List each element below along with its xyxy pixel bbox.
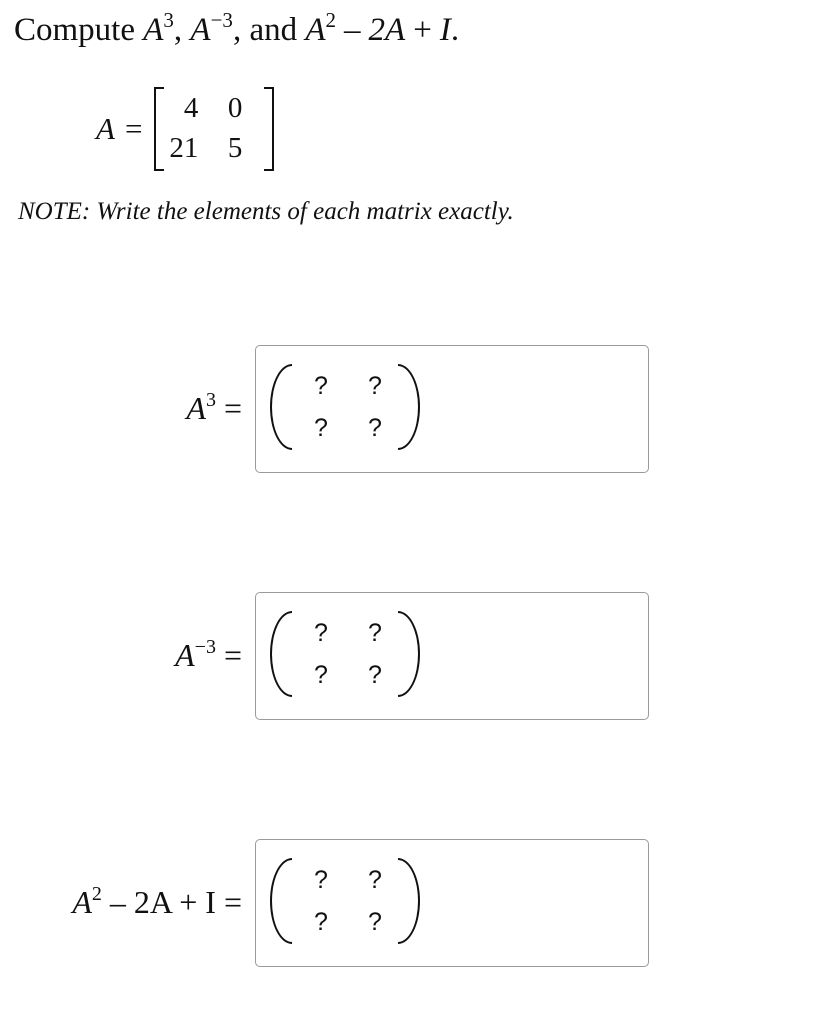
period: . xyxy=(450,12,460,48)
exponent-neg3: −3 xyxy=(210,8,233,32)
answer-input-a-cubed[interactable] xyxy=(255,345,649,473)
left-paren xyxy=(270,858,292,944)
right-paren xyxy=(398,364,420,450)
identity-symbol: I xyxy=(439,12,451,48)
matrix-cell-r2c2: 5 xyxy=(227,132,243,164)
matrix-entry-r1c2[interactable]: ? xyxy=(368,619,382,647)
equals-sign: = xyxy=(124,111,143,146)
matrix-entry-r2c1[interactable]: ? xyxy=(314,414,328,442)
answer-matrix xyxy=(270,856,420,952)
matrix-entry-r1c1[interactable]: ? xyxy=(314,372,328,400)
plus-sign: + xyxy=(413,12,432,48)
right-paren xyxy=(398,611,420,697)
answer-matrix xyxy=(270,362,420,458)
label-rest: – 2A + I xyxy=(101,884,216,920)
answer-label-polynomial xyxy=(72,884,242,921)
matrix-cell-r1c1: 4 xyxy=(183,92,199,124)
answer-input-polynomial[interactable] xyxy=(255,839,649,967)
left-paren xyxy=(270,611,292,697)
given-matrix-name: A xyxy=(96,111,115,146)
matrix-entry-r1c2[interactable]: ? xyxy=(368,372,382,400)
matrix-cell-r1c2: 0 xyxy=(227,92,243,124)
label-base: A xyxy=(186,390,206,426)
answer-label-a-cubed xyxy=(186,390,242,427)
matrix-entry-r2c1[interactable]: ? xyxy=(314,908,328,936)
exponent-3: 3 xyxy=(163,8,174,32)
matrix-entry-r2c2[interactable]: ? xyxy=(368,908,382,936)
minus-sign: – xyxy=(344,12,361,48)
answer-matrix xyxy=(270,609,420,705)
separator: , xyxy=(173,12,183,48)
separator: , and xyxy=(232,12,298,48)
matrix-entry-r2c2[interactable]: ? xyxy=(368,661,382,689)
matrix-entry-r1c1[interactable]: ? xyxy=(314,619,328,647)
matrix-entry-r2c2[interactable]: ? xyxy=(368,414,382,442)
matrix-symbol-a: A xyxy=(305,12,326,48)
matrix-entry-r1c2[interactable]: ? xyxy=(368,866,382,894)
right-bracket xyxy=(264,87,274,171)
matrix-entry-r1c1[interactable]: ? xyxy=(314,866,328,894)
label-exponent: −3 xyxy=(194,636,216,658)
label-exponent: 3 xyxy=(205,389,216,411)
left-paren xyxy=(270,364,292,450)
right-paren xyxy=(398,858,420,944)
matrix-symbol-a: A xyxy=(190,12,211,48)
compute-word: Compute xyxy=(14,12,135,48)
two-a-term: 2A xyxy=(368,12,406,48)
matrix-entry-r2c1[interactable]: ? xyxy=(314,661,328,689)
answer-label-a-inverse-cubed xyxy=(175,637,242,674)
instruction-note: NOTE: Write the elements of each matrix exactly. xyxy=(18,198,514,225)
problem-statement xyxy=(14,8,459,52)
equals-sign: = xyxy=(223,637,242,673)
equals-sign: = xyxy=(223,884,242,920)
matrix-cell-r2c1: 21 xyxy=(169,132,199,164)
matrix-symbol-a: A xyxy=(143,12,164,48)
given-matrix-equation xyxy=(96,84,274,174)
label-base: A xyxy=(72,884,92,920)
answer-input-a-inverse-cubed[interactable] xyxy=(255,592,649,720)
given-matrix xyxy=(154,87,274,171)
exponent-2: 2 xyxy=(325,8,337,32)
label-base: A xyxy=(175,637,195,673)
equals-sign: = xyxy=(223,390,242,426)
label-exponent: 2 xyxy=(91,883,102,905)
